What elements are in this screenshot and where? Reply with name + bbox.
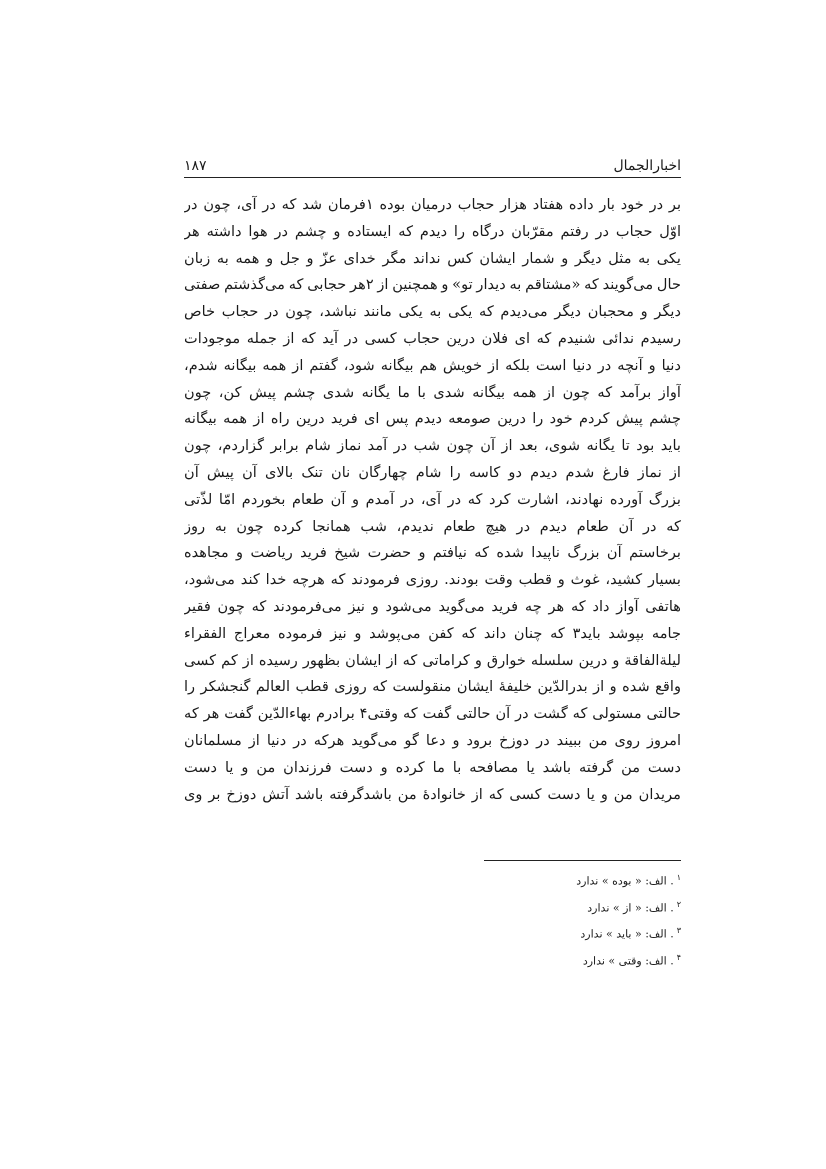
- text-line: امروز روی من ببیند در دوزخ برود و دعا گو می‌گوید هرکه در دنیا از مسلمانان: [184, 731, 681, 749]
- text-line: دیگر و محجبان دیگر می‌دیدم که یکی به یکی مانند نباشد، چون در حجاب خاص: [184, 303, 681, 321]
- text-line: که در آن طعام دیدم در هیچ طعام ندیدم، شب همانجا کرده چون به روز: [184, 517, 681, 535]
- main-text: [184, 192, 681, 808]
- text-line: چشم پیش کردم خود را درین صومعه دیدم پس ای فرید درین راه از همه بیگانه: [184, 410, 681, 428]
- footnote-text: . الف: وقتی » ندارد: [582, 954, 674, 968]
- text-line: باید بود تا یگانه شوی، بعد از آن چون شب در آمد نماز شام برابر گزاردم، چون: [184, 437, 681, 455]
- page-number: ۱۸۷: [184, 158, 207, 174]
- footnote-number: ۲: [676, 899, 681, 909]
- text-line: جامه بپوشد باید۳ که چنان داند که کفن می‌پوشد و نیز فرموده معراج الفقراء: [184, 624, 681, 642]
- footnote-text: . الف: « از » ندارد: [587, 901, 674, 915]
- running-header: [184, 150, 681, 176]
- text-line: واقع شده و از بدرالدّین خلیفهٔ ایشان منقولست که روزی قطب العالم گنجشکر را: [184, 678, 681, 696]
- footnote: [484, 866, 681, 893]
- footnote-text: . الف: « بوده » ندارد: [576, 874, 674, 888]
- footnote-rule: [484, 860, 681, 861]
- text-line: دست من گرفته باشد یا مصافحه با ما کرده و دست فرزندان من و یا دست: [184, 758, 681, 776]
- footnote: [484, 919, 681, 946]
- footnote-number: ۱: [676, 873, 681, 882]
- text-line: حالتی مستولی که گشت در آن حالتی گفت که وقتی۴ برادرم بهاءالدّین گفت هر که: [184, 705, 681, 723]
- running-title: اخبارالجمال: [613, 158, 681, 174]
- text-line: آواز برآمد که چون از همه بیگانه شدی با ما یگانه شدی چشم پیش کن، چون: [184, 383, 681, 401]
- text-line: حال می‌گویند که «مشتاقم به دیدار تو» و همچنین از ۲هر حجابی که می‌گذشتم صفتی: [184, 276, 681, 294]
- text-line: دنیا و آنچه در دنیا است بلکه از خویش هم بیگانه شود، گفتم از همه بیگانه شدم،: [184, 356, 681, 374]
- footnotes: [484, 866, 681, 973]
- text-line: یکی به مثل دیگر و شمار ایشان کس نداند مگر خدای عزّ و جل و همه به زبان: [184, 249, 681, 267]
- text-line: اوّل حجاب در رفتم مقرّبان درگاه را دیدم که ایستاده و چشم در هوا داشته هر: [184, 222, 681, 240]
- text-line: لیلةالفاقة و درین سلسله خوارق و کراماتی که از ایشان بظهور رسیده از کم کسی: [184, 651, 681, 669]
- footnote: [484, 893, 681, 920]
- text-line: برخاستم آن بزرگ ناپیدا شده که نیافتم و حضرت شیخ فرید ریاضت و مجاهده: [184, 544, 681, 562]
- text-line: بزرگ آورده نهادند، اشارت کرد که در آی، در آمدم و آن طعام بخوردم امّا لذّتی: [184, 490, 681, 508]
- text-line: مریدان من و یا دست کسی که از خانوادهٔ من باشدگرفته باشد آتش دوزخ بر وی: [184, 785, 681, 803]
- footnote-number: ۴: [676, 952, 681, 962]
- text-line: رسیدم ندائی شنیدم که ای فلان درین حجاب کسی در آید که از جمله موجودات: [184, 329, 681, 347]
- text-line: بر در خود بار داده هفتاد هزار حجاب درمیان بوده ۱فرمان شد که در آی، چون در: [184, 196, 681, 213]
- text-line: بسیار کشید، غوث و قطب وقت بودند. روزی فرمودند که هرچه خدا کند می‌شود،: [184, 571, 681, 589]
- text-line: هاتفی آواز داد که هر چه فرید می‌گوید می‌شود و نیز می‌فرمودند که چون فقیر: [184, 597, 681, 615]
- footnote: [484, 946, 681, 973]
- footnote-number: ۳: [676, 926, 681, 936]
- text-line: از نماز فارغ شدم دیدم دو کاسه را شام چهارگان نان تنک بالای آن پیش آن: [184, 463, 681, 481]
- footnote-text: . الف: « باید » ندارد: [580, 927, 674, 941]
- header-rule: [184, 177, 681, 178]
